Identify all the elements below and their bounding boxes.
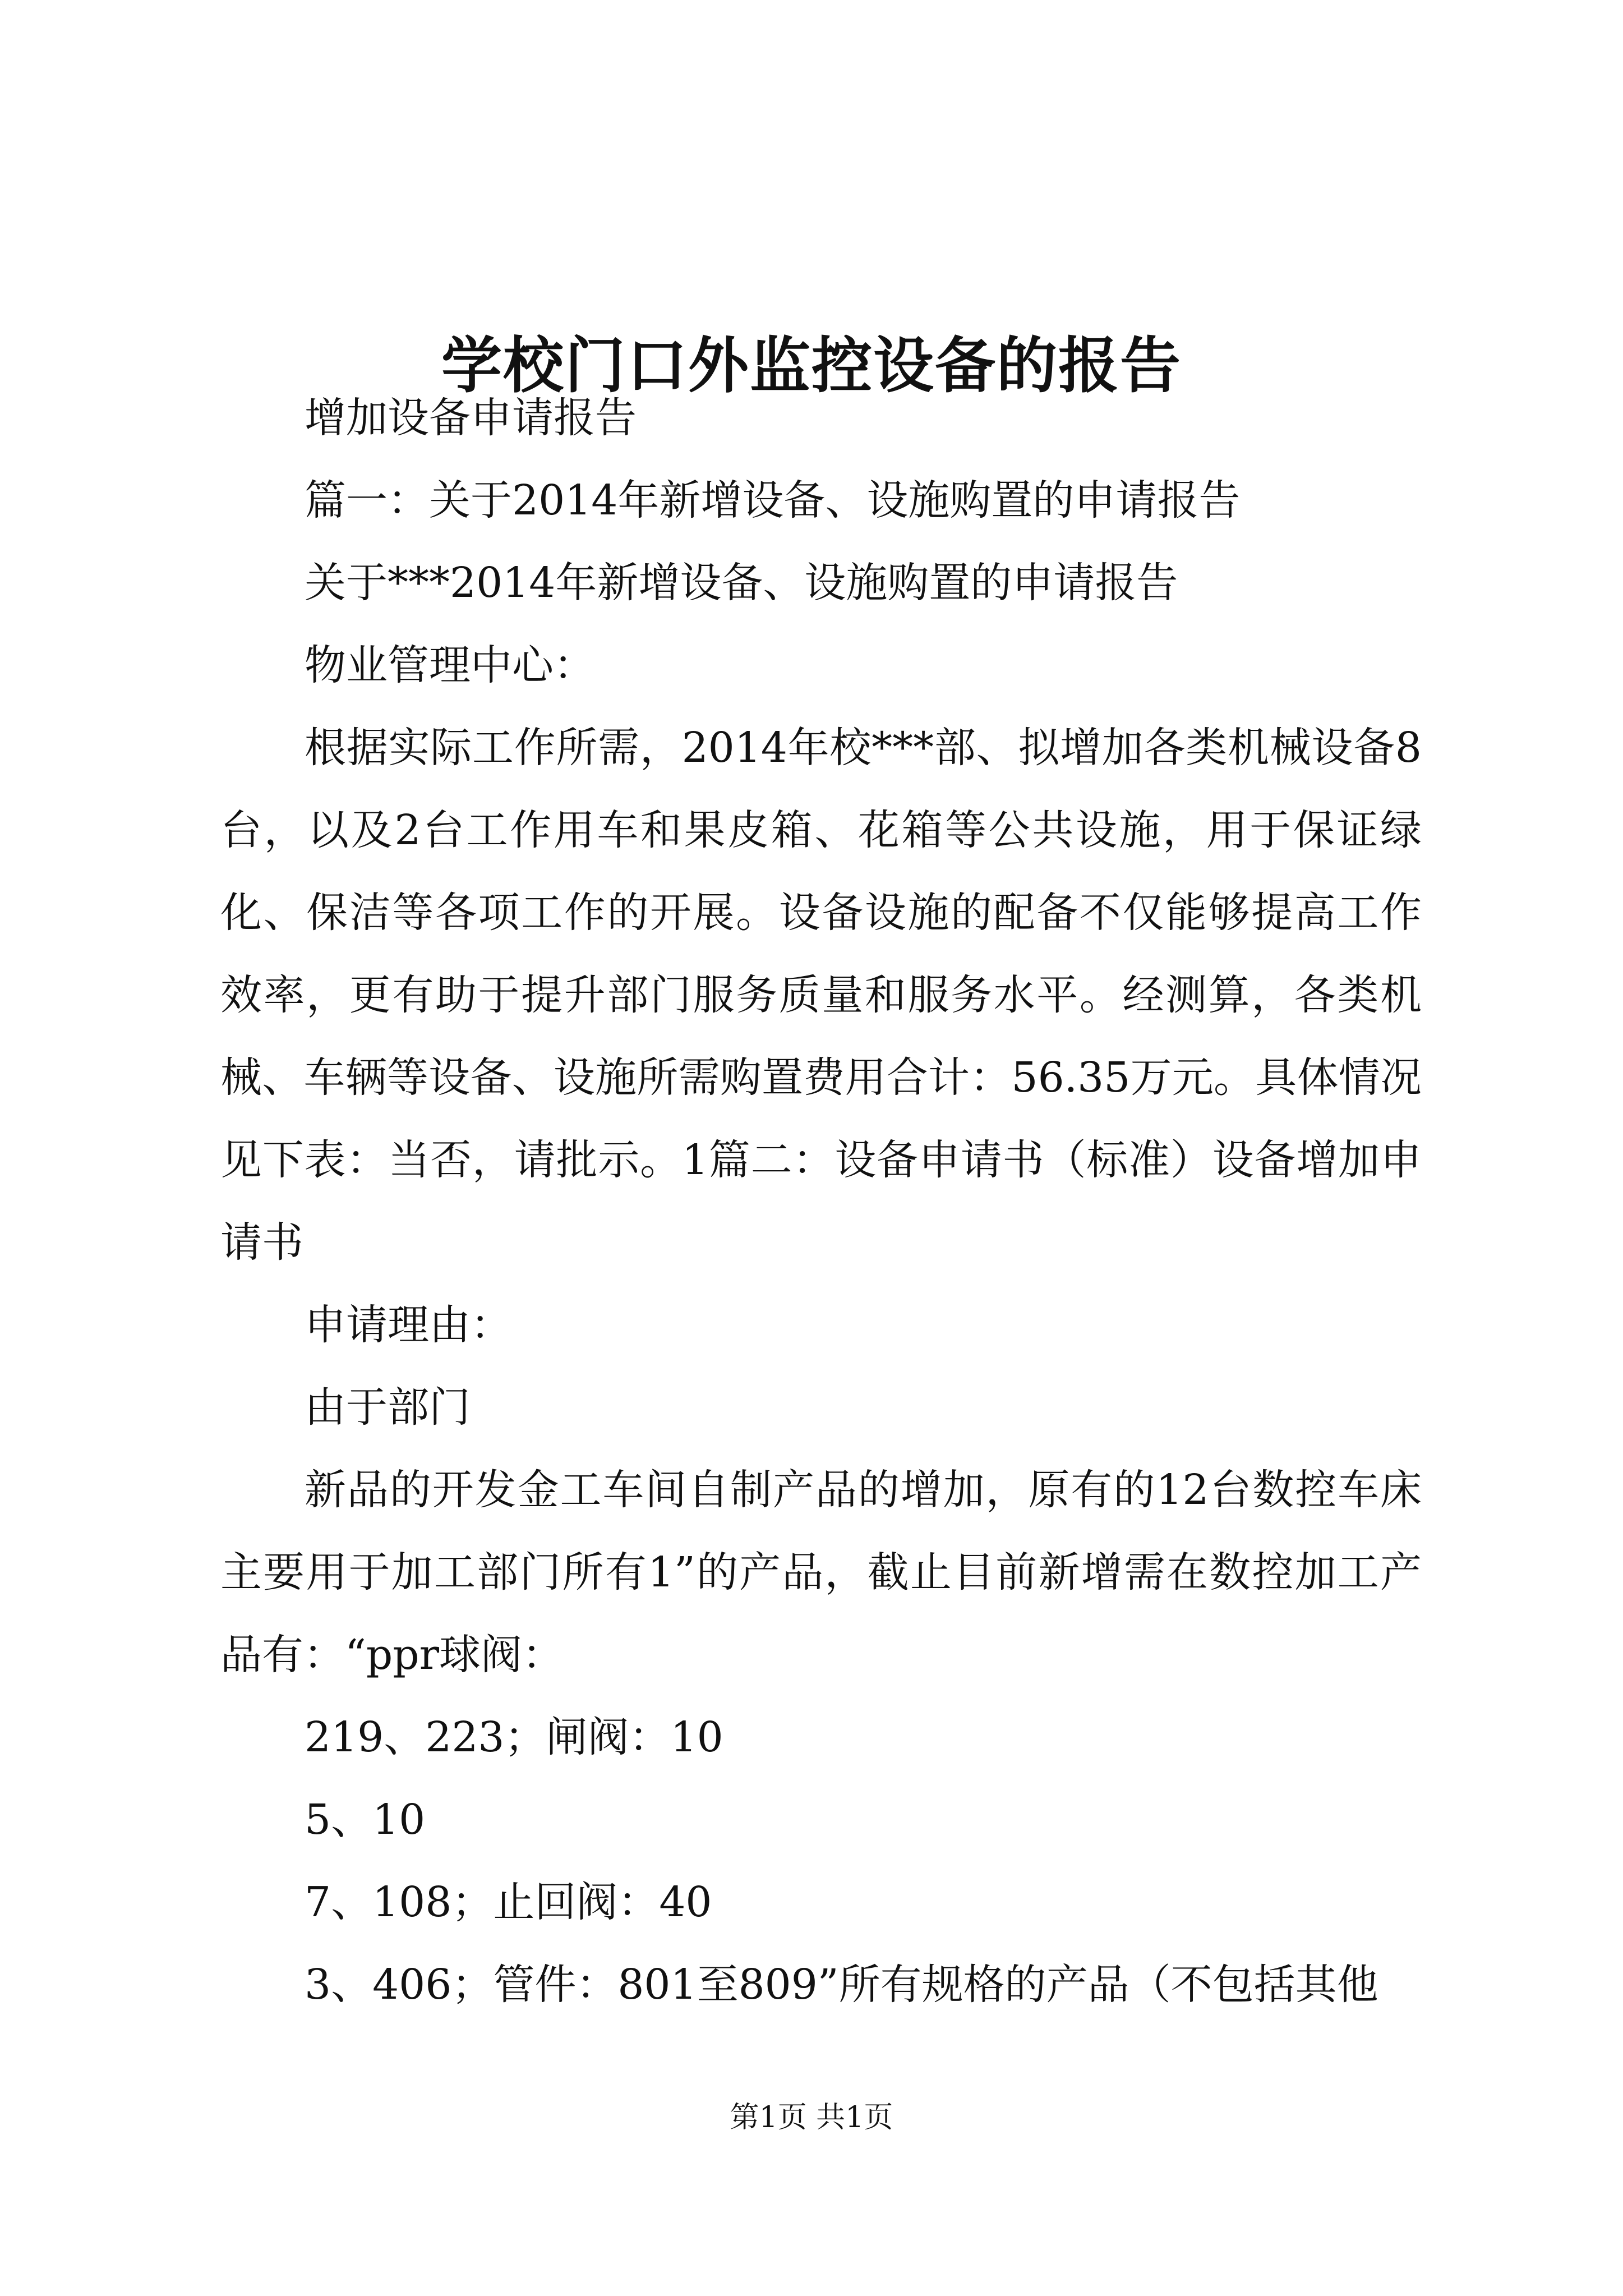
paragraph: 增加设备申请报告 (305, 394, 637, 442)
paragraph: 申请理由： (305, 1301, 512, 1349)
paragraph: 3、406；管件：801至809”所有规格的产品（不包括其他 (305, 1961, 1378, 2009)
paragraph: 由于部门 (305, 1383, 471, 1432)
document-title: 学校门口外监控设备的报告 (441, 330, 1182, 402)
document-body (220, 377, 1422, 2026)
paragraph: 219、223；闸阀：10 (305, 1713, 723, 1761)
paragraph: 物业管理中心： (305, 641, 595, 689)
page-footer: 第1页 共1页 (730, 2101, 893, 2134)
paragraph: 5、10 (305, 1796, 426, 1844)
paragraph: 7、108；止回阀：40 (305, 1878, 712, 1926)
paragraph: 根据实际工作所需，2014年校***部、拟增加各类机械设备8台，以及2台工作用车和果皮箱、花箱等公共设施，用于保证绿化、保洁等各项工作的开展。设备设施的配备不仅能够提高工作效率，更有助于提升部门服务质量和服务水平。经测算，各类机械、车辆等设备、设施所需购置费用合计：56.35万元。具体情况见下表：当否，请批示。1篇二：设备申请书（标准）设备增加申请书 (220, 724, 1422, 1267)
paragraph: 关于***2014年新增设备、设施购置的申请报告 (305, 559, 1178, 607)
paragraph: 篇一：关于2014年新增设备、设施购置的申请报告 (305, 476, 1241, 524)
paragraph: 新品的开发金工车间自制产品的增加，原有的12台数控车床主要用于加工部门所有1”的产品，截止目前新增需在数控加工产品有：“ppr球阀： (220, 1466, 1422, 1679)
